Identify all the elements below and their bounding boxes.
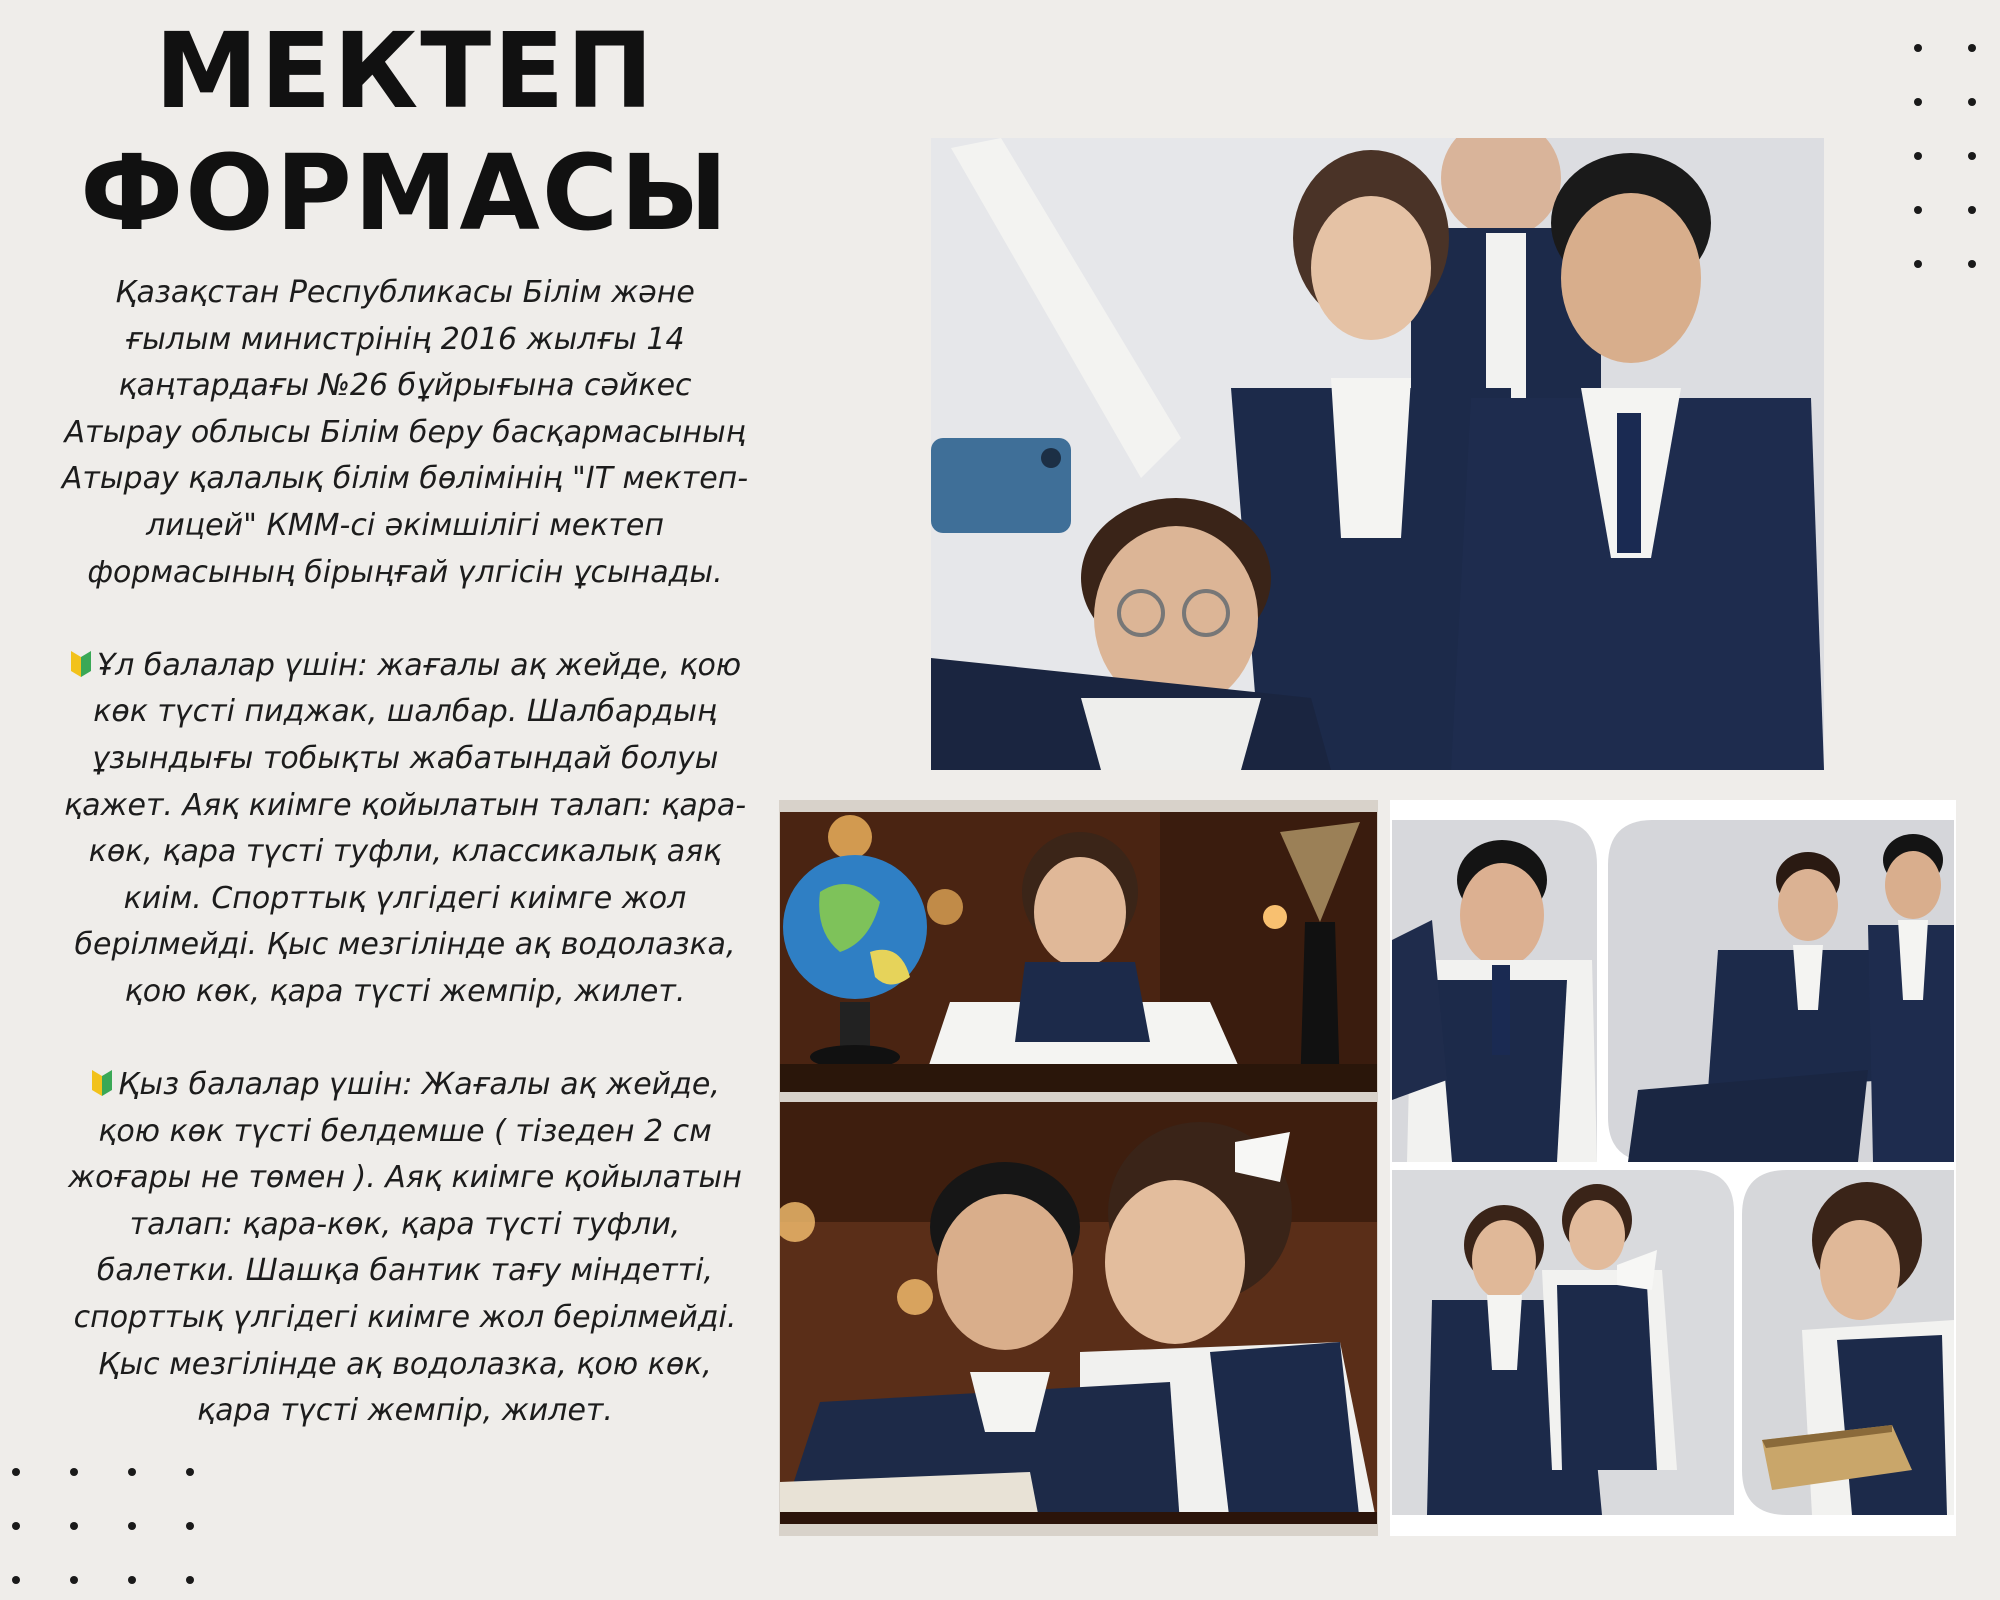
beginner-badge-icon <box>90 1068 114 1098</box>
page-title-line-2: ФОРМАСЫ <box>80 132 730 254</box>
decorative-dots-top-right <box>1914 44 1976 268</box>
beginner-badge-icon <box>69 649 93 679</box>
photo-man-and-boy-seated <box>1608 820 1954 1162</box>
photo-selfie-group <box>931 138 1824 770</box>
paragraph-gap <box>60 1016 750 1063</box>
photo-boy-vest-jacket <box>1392 820 1602 1162</box>
page-title-line-1: МЕКТЕП <box>154 10 656 132</box>
boys-text: Ұл балалар үшін: жағалы ақ жейде, қою көк түсті пиджак, шалбар. Шалбардың ұзындығы тобықты жабатындай болуы қажет. Аяқ киімге қойылатын талап: қара-көк, қара түсті туфли, классикалық аяқ киім. Спорттық үлгідегі киімге жол берілмейді. Қыс мезгілінде ақ водолазка, қою көк, қара түсті жемпір, жилет. <box>63 647 747 1009</box>
photo-girl-with-globe <box>780 812 1377 1092</box>
decorative-dots-bottom-left <box>12 1468 194 1584</box>
boys-paragraph <box>60 643 750 1016</box>
body-text <box>60 270 750 1435</box>
photo-girl-reading-book <box>1742 1170 1954 1515</box>
girls-paragraph <box>60 1062 750 1435</box>
page-title <box>60 10 750 254</box>
girls-text: Қыз балалар үшін: Жағалы ақ жейде, қою көк түсті белдемше ( тізеден 2 см жоғары не төмен ). Аяқ киімге қойылатын талап: қара-көк, қара түсті туфли, балетки. Шашқа бантик тағу міндетті, спорттық үлгідегі киімге жол берілмейді. Қыс мезгілінде ақ водолазка, қою көк, қара түсті жемпір, жилет. <box>68 1067 742 1429</box>
photo-boy-and-girl-reading <box>780 1102 1377 1524</box>
intro-paragraph: Қазақстан Республикасы Білім және ғылым министрінің 2016 жылғы 14 қаңтардағы №26 бұйрығына сәйкес Атырау облысы Білім беру басқармасының Атырау қалалық білім бөлімінің "IT мектеп-лицей" КММ-сі әкімшілігі мектеп формасының бірыңғай үлгісін ұсынады. <box>61 275 749 590</box>
photo-two-girls-standing <box>1392 1170 1734 1515</box>
paragraph-gap <box>60 596 750 643</box>
